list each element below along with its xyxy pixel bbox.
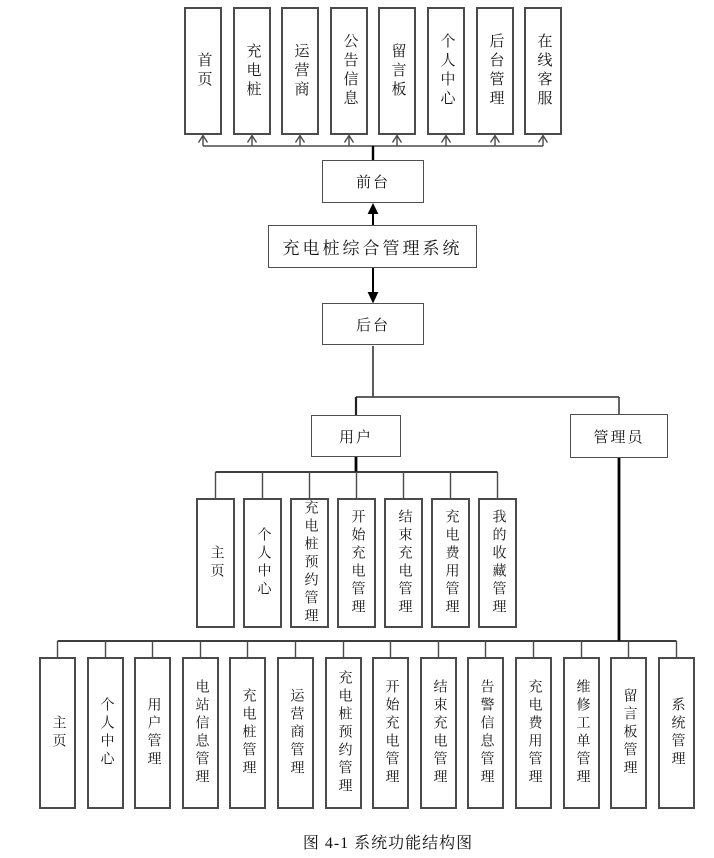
- admin-module-station-info-label: 电站信息管理: [193, 679, 209, 787]
- admin-module-message-board: [610, 657, 647, 809]
- admin-module-personal-center: [87, 657, 124, 809]
- admin-module-message-board-label: 留言板管理: [621, 688, 637, 778]
- front-module-operator: [281, 7, 319, 135]
- back-node-label: 后台: [355, 317, 390, 334]
- admin-module-operator-mgmt-label: 运营商管理: [288, 688, 304, 778]
- front-module-online-service-label: 在线客服: [535, 33, 552, 109]
- user-module-start-charging: [337, 498, 376, 628]
- role-split-connector: [356, 346, 619, 416]
- front-module-admin-portal: [476, 7, 514, 135]
- front-module-message-board: [378, 7, 416, 135]
- arrowhead-up-icon: [368, 203, 379, 214]
- user-module-homepage: [196, 498, 235, 628]
- user-module-pile-reservation-label: 充电桩预约管理: [302, 500, 318, 626]
- front-bus-connector: [199, 136, 548, 162]
- arrow-up-icon: [539, 136, 548, 143]
- front-module-online-service: [524, 7, 562, 135]
- admin-module-start-charging-label: 开始充电管理: [383, 679, 399, 787]
- admin-module-user-mgmt-label: 用户管理: [145, 697, 161, 769]
- user-module-my-favorites: [478, 498, 517, 628]
- root-node-label: 充电桩综合管理系统: [282, 239, 463, 258]
- admin-module-system-mgmt-label: 系统管理: [669, 697, 685, 769]
- admin-module-alarm-info-label: 告警信息管理: [478, 679, 494, 787]
- arrow-up-icon: [248, 136, 257, 143]
- admin-module-homepage: [39, 657, 76, 809]
- admin-module-end-charging-label: 结束充电管理: [431, 679, 447, 787]
- admin-module-alarm-info: [467, 657, 504, 809]
- arrow-up-icon: [491, 136, 500, 143]
- user-module-start-charging-label: 开始充电管理: [349, 509, 365, 617]
- front-module-charging-pile-label: 充电桩: [244, 42, 261, 100]
- arrow-up-icon: [345, 136, 354, 143]
- front-module-admin-portal-label: 后台管理: [487, 33, 504, 109]
- admin-role-label: 管理员: [593, 429, 645, 446]
- arrow-up-icon: [393, 136, 402, 143]
- admin-module-system-mgmt: [658, 657, 695, 809]
- front-node: [322, 160, 424, 203]
- admin-module-user-mgmt: [134, 657, 171, 809]
- user-module-my-favorites-label: 我的收藏管理: [490, 509, 506, 617]
- admin-module-charging-fee-label: 充电费用管理: [526, 679, 542, 787]
- user-module-charging-fee: [431, 498, 470, 628]
- front-module-message-board-label: 留言板: [389, 42, 406, 100]
- front-module-personal-center-label: 个人中心: [438, 33, 455, 109]
- front-module-announcement-label: 公告信息: [341, 33, 358, 109]
- root-to-front-arrow: [368, 203, 379, 226]
- front-module-charging-pile: [233, 7, 271, 135]
- admin-module-pile-reservation-label: 充电桩预约管理: [336, 670, 352, 796]
- root-to-back-arrow: [368, 267, 379, 304]
- user-module-end-charging-label: 结束充电管理: [396, 509, 412, 617]
- front-module-announcement: [330, 7, 368, 135]
- user-module-homepage-label: 主页: [208, 545, 224, 581]
- arrow-up-icon: [199, 136, 208, 143]
- user-module-charging-fee-label: 充电费用管理: [443, 509, 459, 617]
- front-module-operator-label: 运营商: [292, 42, 309, 100]
- admin-module-end-charging: [420, 657, 457, 809]
- arrow-up-icon: [296, 136, 305, 143]
- admin-module-repair-order: [563, 657, 600, 809]
- admin-module-repair-order-label: 维修工单管理: [574, 679, 590, 787]
- user-module-personal-center: [243, 498, 282, 628]
- user-module-end-charging: [384, 498, 423, 628]
- admin-module-station-info: [182, 657, 219, 809]
- figure-caption: 图 4-1 系统功能结构图: [302, 835, 474, 852]
- arrowhead-down-icon: [368, 292, 379, 304]
- admin-module-start-charging: [372, 657, 409, 809]
- user-role-label: 用户: [338, 429, 373, 446]
- back-node: [322, 303, 424, 345]
- root-node: [268, 225, 477, 268]
- arrow-up-icon: [442, 136, 451, 143]
- front-module-home: [184, 7, 222, 135]
- admin-module-pile-mgmt: [229, 657, 266, 809]
- front-module-personal-center: [427, 7, 465, 135]
- user-bus-connector: [216, 457, 498, 499]
- admin-module-homepage-label: 主页: [50, 715, 66, 751]
- user-module-pile-reservation: [290, 498, 329, 628]
- user-role-node: [311, 415, 401, 457]
- admin-module-operator-mgmt: [277, 657, 314, 809]
- admin-module-personal-center-label: 个人中心: [98, 697, 114, 769]
- admin-module-pile-mgmt-label: 充电桩管理: [240, 688, 256, 778]
- user-module-personal-center-label: 个人中心: [255, 527, 271, 599]
- admin-module-charging-fee: [515, 657, 552, 809]
- front-node-label: 前台: [355, 175, 390, 191]
- front-module-home-label: 首页: [195, 52, 212, 90]
- admin-role-node: [570, 414, 668, 458]
- admin-module-pile-reservation: [325, 657, 362, 809]
